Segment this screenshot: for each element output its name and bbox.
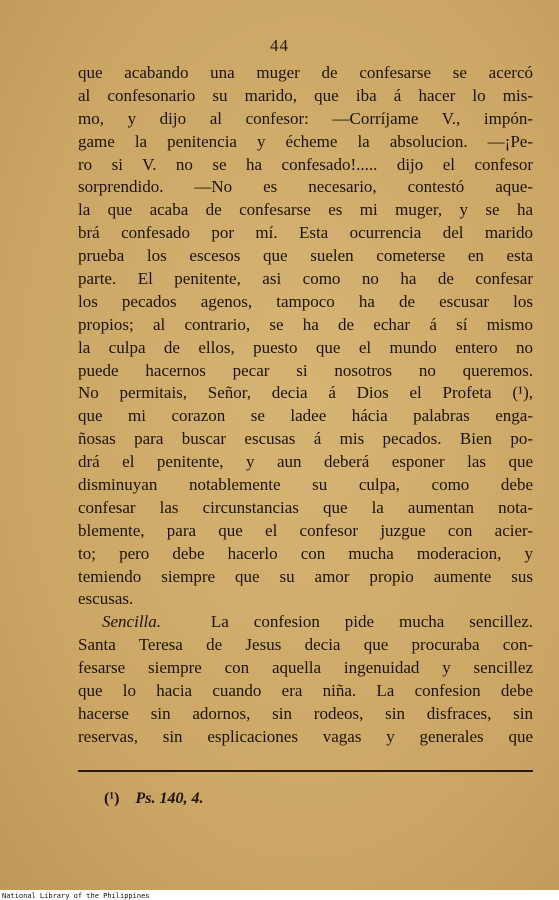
text-line: hacerse sin adornos, sin rodeos, sin disfraces, sin [78,703,533,723]
text-line: mo, y dijo al confesor: —Corríjame V., impón- [78,108,533,128]
body-text [78,62,533,749]
text-line: que acabando una muger de confesarse se acercó [78,63,533,82]
text-line: escusas. [78,589,134,609]
text-line: que mi corazon se ladee hácia palabras enga- [78,406,533,426]
text-line: blemente, para que el confesor juzgue con acier- [78,520,533,540]
text-line: prueba los escesos que suelen cometerse en esta [78,246,533,266]
section-first-line-text: La confesion pide mucha sencillez. [210,612,533,632]
text-line: sorprendido. —No es necesario, contestó aque- [78,177,533,197]
library-credit: National Library of the Philippines [2,892,150,900]
text-line: disminuyan notablemente su culpa, como debe [78,475,533,495]
text-line: los pecados agenos, tampoco ha de escusar los [78,291,533,311]
text-line: confesar las circunstancias que la aumentan nota- [78,497,533,517]
text-line: ro si V. no se ha confesado!..... dijo el confesor [78,154,533,174]
text-line: al confesonario su marido, que iba á hacer lo mis- [78,85,533,105]
text-line: ñosas para buscar escusas á mis pecados. Bien po- [78,429,533,449]
footnote-rule [78,770,533,772]
text-line: game la penitencia y écheme la absolucion. —¡Pe- [78,131,533,151]
footnote [104,790,203,808]
section-first-line [78,611,533,634]
text-line: que lo hacia cuando era niña. La confesion debe [78,681,533,701]
text-line: la culpa de ellos, puesto que el mundo entero no [78,337,533,357]
footnote-marker: (¹) [104,790,120,807]
text-line: puede hacernos pecar si nosotros no queremos. [78,360,533,380]
text-line: fesarse siempre con aquella ingenuidad y sencillez [78,658,533,678]
text-line: la que acaba de confesarse es mi muger, y se ha [78,200,533,220]
text-line: No permitais, Señor, decia á Dios el Profeta (¹), [78,383,533,403]
text-line: temiendo siempre que su amor propio aumente sus [78,566,533,586]
text-line: brá confesado por mí. Esta ocurrencia del marido [78,223,533,243]
text-line: propios; al contrario, se ha de echar á sí mismo [78,314,533,334]
footnote-reference: Ps. 140, 4. [135,790,204,807]
text-line: Santa Teresa de Jesus decia que procuraba con- [78,635,533,655]
text-line: parte. El penitente, asi como no ha de confesar [78,269,533,289]
page-number: 44 [270,36,289,55]
text-line: to; pero debe hacerlo con mucha moderacion, y [78,543,533,563]
text-line: reservas, sin esplicaciones vagas y generales que [78,726,533,746]
text-line: drá el penitente, y aun deberá esponer las que [78,452,533,472]
section-heading: Sencilla. [102,612,162,632]
